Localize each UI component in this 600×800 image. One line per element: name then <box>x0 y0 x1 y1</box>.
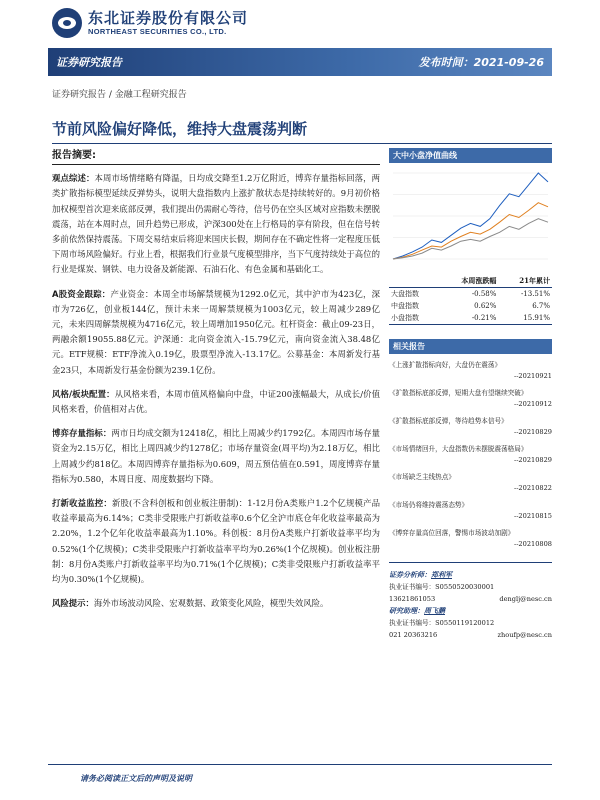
performance-table <box>389 275 552 325</box>
table-header-row <box>389 275 552 288</box>
analyst-line <box>389 593 552 605</box>
summary-paragraph <box>52 171 380 277</box>
analyst-role <box>389 569 552 581</box>
analyst-line <box>389 617 552 629</box>
role-label: 研究助理： <box>389 607 424 615</box>
sidebar <box>389 148 552 641</box>
analyst-cert: 执业证书编号：S0550119120012 <box>389 619 495 627</box>
related-report-title[interactable]: 《扩散指标底部反弹，短期大盘有望继续突破》 <box>389 389 528 397</box>
related-report-title[interactable]: 《市场情绪回升，大盘指数仍未摆脱震荡格局》 <box>389 445 528 453</box>
publish-date: 发布时间：2021-09-26 <box>418 56 544 69</box>
logo-mark <box>52 8 82 38</box>
summary-paragraph <box>52 496 380 587</box>
related-reports <box>389 339 552 550</box>
related-report-date: --20210912 <box>513 400 552 408</box>
related-report-date: --20210808 <box>513 540 552 548</box>
analyst-line <box>389 581 552 593</box>
summary-column <box>52 148 380 620</box>
summary-paragraph <box>52 596 380 611</box>
analyst-role <box>389 605 552 617</box>
related-report-item[interactable] <box>389 528 552 550</box>
report-type: 证券研究报告 <box>56 56 122 69</box>
related-report-item[interactable] <box>389 388 552 410</box>
summary-divider <box>52 164 380 165</box>
paragraph-text: 新股(不含科创板和创业板注册制)：1-12月份A类账户1.2个亿规模产品收益率最高为6.14%；C类非受限账户打新收益率0.6个亿全沪市底仓年化收益率最高为2.20%，1.2个亿年化收益率最高为1.10%。科创板：8月份A类账户打新收益率平均为0.52%(1个亿规模)；C类非受限账户打新收益率平均为0.26%(1个亿规模)。创业板注册制：8月份A类账户打新收益率平均为0.71%(1个亿规模)；C类非受限账户打新收益率平均为0.30%(1个亿规模)。 <box>52 498 381 585</box>
chart-title: 大中小盘净值曲线 <box>389 148 552 163</box>
logo-name-cn: 东北证券股份有限公司 <box>88 8 249 27</box>
header-banner <box>48 48 552 76</box>
paragraph-text: 产业资金：本周全市场解禁规模为1292.0亿元，其中沪市为423亿，深市为726亿，创业板144亿，预计未来一周解禁规模为1003亿元，较上周减少289亿元，未来四周解禁规模为4716亿元，较上周增加1950亿元。杠杆资金：截止09-23日，两融余额19055.88亿元。沪深通：北向资金流入-15.79亿元，南向资金流入38.48亿元。ETF规模：ETF净流入0.19亿，股票型净流入-13.17亿。公募基金：本周新发行基金23只，本周新发行基金份额为239.1亿份。 <box>52 288 381 375</box>
related-report-item[interactable] <box>389 472 552 494</box>
table-row <box>389 300 552 312</box>
table-row <box>389 288 552 301</box>
chart-series-line-1 <box>393 203 548 259</box>
paragraph-text: 本周市场情绪略有降温，日均成交降至1.2万亿附近，博弈存量指标回落，两类扩散指标模型延续反弹势头，说明大盘指数内上涨扩散状态是持续转好的。9月初价格加权模型首次迎来底部反弹，我们提出仍需耐心等待，信号仍在空头区域对应指数未摆脱震荡，站在本周时点，回升趋势已形成，沪深300处在上行格局的享有阶段，但在信号转多前依然保持震荡。下周交易结束后将迎来国庆长假，期间存在不确定性将一定程度压低下周市场风险偏好。行业上看，根据我们行业景气度模型排序，当下气度持续处于高位的行业是煤炭、钢铁、电力设备及新能源、石油石化、有色金属和基础化工。 <box>52 173 380 275</box>
table-cell: 小盘指数 <box>389 312 438 325</box>
analyst-cert: 执业证书编号：S0550520030001 <box>389 583 495 591</box>
analyst-name: 郑利军 <box>431 571 452 579</box>
paragraph-lead: 风险提示： <box>52 598 94 609</box>
title-divider <box>52 143 552 144</box>
paragraph-lead: 观点综述： <box>52 173 95 184</box>
summary-paragraph <box>52 426 380 487</box>
analyst-name: 周飞鹏 <box>424 607 445 615</box>
related-heading: 相关报告 <box>389 339 552 354</box>
nav-line-chart <box>389 167 552 267</box>
paragraph-lead: 打新收益监控： <box>52 498 112 509</box>
table-cell: 中盘指数 <box>391 302 419 310</box>
analyst-info <box>389 562 552 641</box>
company-logo <box>52 6 248 40</box>
paragraph-text: 两市日均成交额为12418亿，相比上周减少约1792亿。本周四市场存量资金为2.15万亿，相比上周四减少约1278亿；市场存量资金(周平均)为2.18万亿，相比上周减少约818亿。本周四博弈存量指标为0.609，周五预估值在0.591，周度博弈存量指标为0.580，本周日度、周度数据均下降。 <box>52 428 380 484</box>
paragraph-lead: 风格/板块配置： <box>52 388 115 399</box>
paragraph-text: 从风格来看，本周市值风格偏向中盘，中证200涨幅最大，从成长/价值风格来看，价值相对占优。 <box>52 388 381 415</box>
related-report-title[interactable]: 《扩散指标底部反弹，等待趋势本信号》 <box>389 417 508 425</box>
analyst-phone: 13621861053 <box>389 595 436 603</box>
related-report-title[interactable]: 《市场仍将维持震荡态势》 <box>389 501 469 509</box>
related-report-title[interactable]: 《上涨扩散指标向好，大盘仍在震荡》 <box>389 361 502 369</box>
analyst-phone: 021 20363216 <box>389 631 438 639</box>
related-report-title[interactable]: 《市场缺乏主线热点》 <box>389 473 455 481</box>
related-report-item[interactable] <box>389 360 552 382</box>
table-cell: -0.58% <box>471 290 497 298</box>
footer-disclaimer[interactable]: 请务必阅读正文后的声明及说明 <box>80 774 192 783</box>
paragraph-text: 海外市场波动风险、宏观数据、政策变化风险，模型失效风险。 <box>93 598 329 609</box>
footer-divider <box>48 764 552 765</box>
table-cell: -0.21% <box>438 312 498 325</box>
summary-paragraph <box>52 287 380 378</box>
related-report-item[interactable] <box>389 444 552 466</box>
header-cell: 本周涨跌幅 <box>438 275 498 288</box>
related-report-date: --20210829 <box>513 456 552 464</box>
paragraph-lead: 博弈存量指标： <box>52 428 112 439</box>
analyst-email[interactable]: denglj@nesc.cn <box>499 595 552 603</box>
table-cell: 6.7% <box>532 302 550 310</box>
page-title: 节前风险偏好降低，维持大盘震荡判断 <box>52 120 308 138</box>
summary-heading: 报告摘要: <box>52 150 96 161</box>
related-report-item[interactable] <box>389 416 552 438</box>
table-cell: 0.62% <box>474 302 497 310</box>
analyst-email[interactable]: zhoufp@nesc.cn <box>497 631 552 639</box>
related-report-item[interactable] <box>389 500 552 522</box>
related-report-date: --20210921 <box>513 372 552 380</box>
table-cell: 大盘指数 <box>391 290 419 298</box>
related-report-date: --20210829 <box>513 428 552 436</box>
logo-name-en: NORTHEAST SECURITIES CO., LTD. <box>88 26 227 36</box>
related-report-date: --20210815 <box>513 512 552 520</box>
header-cell <box>389 275 438 288</box>
summary-paragraph <box>52 387 380 417</box>
role-label: 证券分析师： <box>389 571 431 579</box>
breadcrumb: 证券研究报告 / 金融工程研究报告 <box>52 90 187 100</box>
related-report-title[interactable]: 《博弈存量高位回落，警惕市场波动加剧》 <box>389 529 515 537</box>
related-report-date: --20210822 <box>513 484 552 492</box>
table-row <box>389 312 552 325</box>
paragraph-lead: A股资金跟踪： <box>52 288 111 299</box>
header-cell: 21年累计 <box>498 275 552 288</box>
analyst-line <box>389 629 552 641</box>
table-cell: -13.51% <box>520 290 550 298</box>
table-cell: 15.91% <box>498 312 552 325</box>
